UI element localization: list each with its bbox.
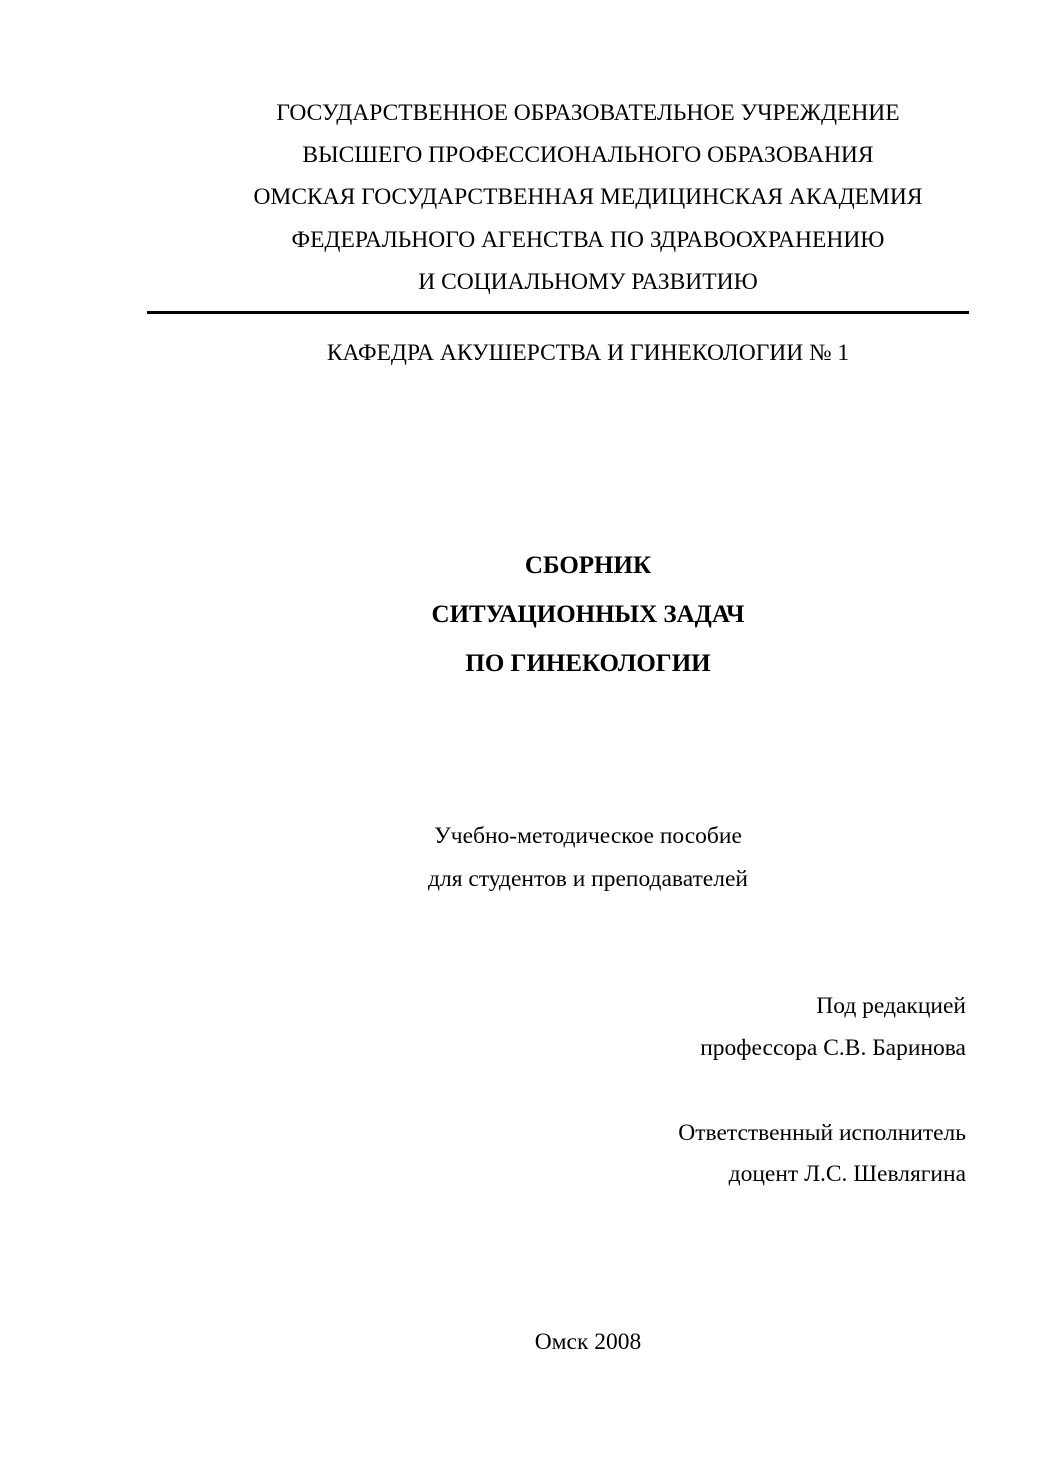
institution-line-3: ОМСКАЯ ГОСУДАРСТВЕННАЯ МЕДИЦИНСКАЯ АКАДЕМИЯ <box>253 184 923 210</box>
editor-name: профессора С.В. Баринова <box>700 1035 966 1061</box>
department-name: КАФЕДРА АКУШЕРСТВА И ГИНЕКОЛОГИИ № 1 <box>326 340 850 366</box>
title-line-2: СИТУАЦИОННЫХ ЗАДАЧ <box>431 601 745 628</box>
subtitle-line-2: для студентов и преподавателей <box>428 866 748 892</box>
institution-line-5: И СОЦИАЛЬНОМУ РАЗВИТИЮ <box>418 269 758 295</box>
title-line-1: СБОРНИК <box>524 552 652 579</box>
executor-name: доцент Л.С. Шевлягина <box>728 1161 966 1187</box>
header-divider <box>147 311 969 314</box>
title-line-3: ПО ГИНЕКОЛОГИИ <box>465 650 711 677</box>
subtitle-line-1: Учебно-методическое пособие <box>434 823 742 849</box>
editor-label: Под редакцией <box>816 993 966 1019</box>
institution-line-2: ВЫСШЕГО ПРОФЕССИОНАЛЬНОГО ОБРАЗОВАНИЯ <box>302 142 874 168</box>
institution-line-4: ФЕДЕРАЛЬНОГО АГЕНСТВА ПО ЗДРАВООХРАНЕНИЮ <box>291 227 885 253</box>
institution-line-1: ГОСУДАРСТВЕННОЕ ОБРАЗОВАТЕЛЬНОЕ УЧРЕЖДЕНИЕ <box>276 100 900 126</box>
city-year: Омск 2008 <box>534 1329 642 1355</box>
executor-label: Ответственный исполнитель <box>678 1120 966 1146</box>
